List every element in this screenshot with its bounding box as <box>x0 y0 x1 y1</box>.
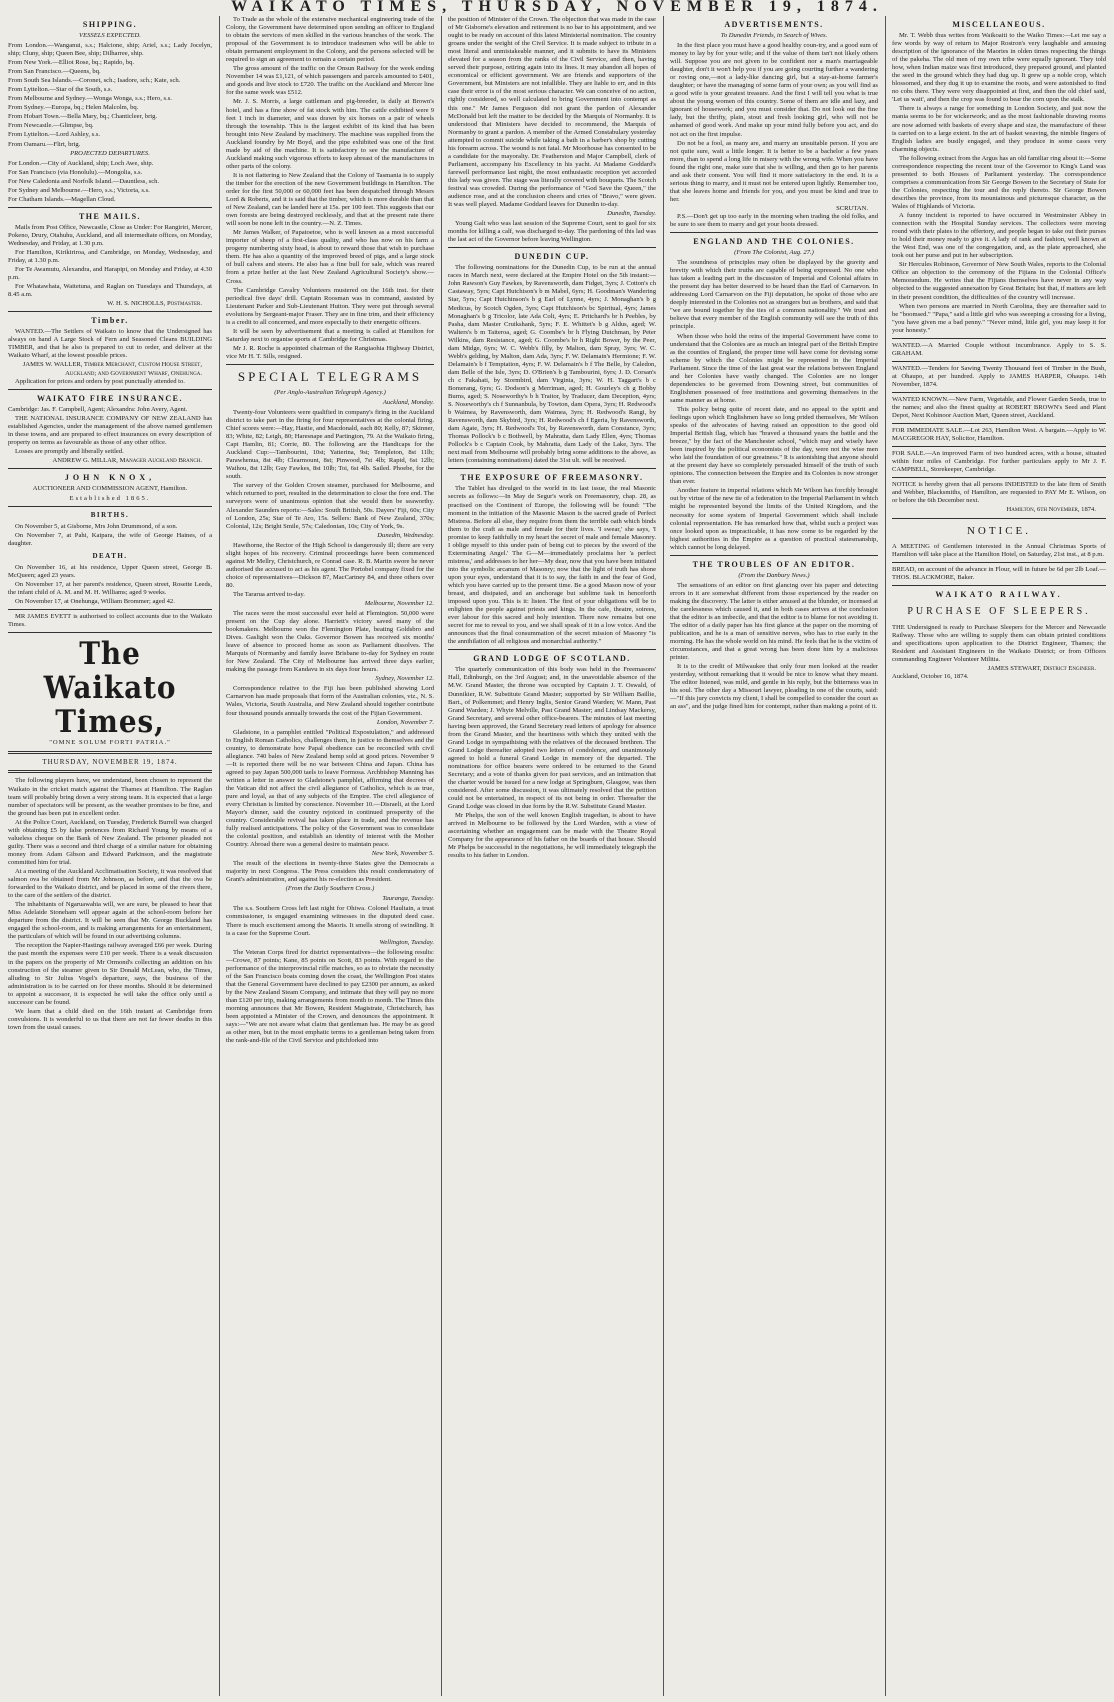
editor-troubles-heading: THE TROUBLES OF AN EDITOR. <box>692 559 856 569</box>
paragraph: Mr. J. S. Morris, a large cattleman and pig-breeder, is daily at Brown's hotel, and has a fine show of fat stock with him. The cattle exhibited were 9 feet 1 inch in diameter, and was drawn by six horses on a pair of wheels through the township. This is the largest exhibit of its kind that has been brought into New Zealand by machinery. The machine was supplied from the Auckland foundry by Mr Boyd, and the pipe exhibited was one of the first made by aid of the machine. It is satisfactory to see the manufacture of Auckland making such vigorous efforts to keep abreast of the manufactures in other parts of the colony. <box>226 98 434 170</box>
dateline: Melbourne, November 12. <box>364 600 434 607</box>
divider <box>448 468 656 469</box>
dateline: London, November 7. <box>376 718 434 726</box>
column-5 <box>892 16 1106 1696</box>
paragraph: To Trade as the whole of the extensive mechanical engineering trade of the Colony, the Government have determined upon sending an officer to England to obtain the services of men skilled in the various branches of the work. The proposal of the Government is to introduce tradesmen who will be able to obtain permanent employment in the Colony, and the persons selected will be required to sign an agreement to remain a certain period. <box>226 16 434 64</box>
divider <box>892 585 1106 586</box>
list-item: From South Sea Islands.—Coronet, sch.; Isadore, sch.; Kate, sch. <box>8 77 181 85</box>
paragraph: The result of the elections in twenty-three States give the Democrats a majority in next Congress. The Press considers this result condemnatory of Grant's administration, and against his re-election as President. <box>226 860 434 884</box>
divider <box>8 389 212 390</box>
paragraph: Mr Phelps, the son of the well known English tragedian, is about to have arrived in Melbourne to be followed by the Lord Warden, with a view of ascertaining whether an engagement can be made with the Theatre Royal Company for the appearance of his father on the boards of that house. Should Mr Phelps be successful in the negotiations, he will immediately telegraph the results to his father in London. <box>448 812 656 860</box>
paragraph: THE NATIONAL INSURANCE COMPANY OF NEW ZEALAND has established Agencies, under the management of the above named gentlemen in these towns, and are prepared to effect insurances on every description of property on terms as favourable as those of any other office. <box>8 414 212 446</box>
divider <box>892 423 1106 424</box>
paragraph: The Tararua arrived to-day. <box>233 590 305 598</box>
paragraph: We learn that a child died on the 16th instant at Cambridge from convulsions. It is wonderful to us that there are not far fewer deaths in this town from the usual causes. <box>8 1007 212 1031</box>
paragraph: When two persons are married in North Carolina, they are thereafter said to be "boomsed." "Papa," said a little girl who was sweeping a crossing for a living, "you have given me a bad penny." "Never mind, little girl, you may keep it for your honesty." <box>892 302 1106 334</box>
classified-ad: WANTED KNOWN.—New Farm, Vegetable, and Flower Garden Seeds, true to the names; and also the finest quality at ROBERT BROWN's Seed and Plant Depot, Next Kohinoor Auction Mart, Queen street, Auckland. <box>892 395 1106 420</box>
list-item: For Sydney and Melbourne.—Hero, s.s.; Victoria, s.s. <box>8 186 150 194</box>
list-item: On November 17, at her parent's residence, Queen street, Rosette Leeds, the infant child of A. M. and M. H. Williams; aged 9 weeks. <box>8 581 212 597</box>
list-item: On November 5, at Gisborne, Mrs John Drummond, of a son. <box>15 522 178 530</box>
paragraph: P.S.—Don't get up too early in the morning when trading the old folks, and be sure to see them to marry and get your boots dressed. <box>670 212 878 229</box>
paragraph: The Cambridge Cavalry Volunteers mustered on the 16th inst. for their periodical five days' drill. Captain Roosman was in command, assisted by Lieutenant Parker and Sub-Lieutenant Hutton. They were put through several evolutions by Sergeant-major Fraser. They are in fine trim, and their efficiency is a credit to all concerned, and more especially to their energetic officers. <box>226 286 434 326</box>
paragraph: The reception the Napier-Hastings railway averaged £66 per week. During the past month the expenses were £10 per week. There is a weak discussion in the papers on the property of Mr Ormond's collecting an addition on his construction of the steamer given to Sir Donald McLean, who, the Times, alluding to Sir Julius Vogel's departure, says, the business of the administration is to be carried on for three months. Should it be determined to appoint a successor, it is expected he will take the office only until a successor can be found. <box>8 942 212 1006</box>
knox-established: Established 1865. <box>69 494 151 502</box>
divider <box>8 311 212 312</box>
paragraph: The sensations of an editor on first glancing over his paper and detecting errors in it are somewhat different from those experienced by the reader on making the discovery. The latter is either amused at the blunder, or incensed at the carelessness which caused it, and in both cases arrives at the conclusion that the editor is an imbecile, and that the editor is to blame for not avoiding it. The editor of a daily paper has his first glance at the paper on the morning of publication, and he is a man of sensitive nerves, who has to rise early in the morning. He has the whole world on his mind. He feels that he is the victim of circumstances, and that a great wrong has been done him by a malicious printer. <box>670 581 878 662</box>
paragraph: A funny incident is reported to have occurred in Westminster Abbey in connection with the Hospital Sunday services. The collectors were moving round with their plates to the offertory, and people began to take out their purses to hold their money ready to give it. A lady of rank and fashion, well known at the West End, was one of the congregation, and, as the plate approached, she took out her purse and put in her subscription. <box>892 212 1106 260</box>
classified-ad: THE Undersigned is ready to Purchase Sleepers for the Mercer and Newcastle Railway. Those who are willing to supply them can obtain printed conditions and specifications upon application to the District Engineer, Thames; the Resident and Assistant Engineers in the Waikato District; or from Officers commanding Engineer Volunteer Militia. <box>892 623 1106 663</box>
classified-ad: FOR SALE.—An improved Farm of two hundred acres, with a house, situated within four miles of Cambridge. For further particulars apply to Mr J. F. CAMPBELL, Storekeeper, Cambridge. <box>892 450 1106 474</box>
editor-troubles-source: (From the Danbury News.) <box>738 571 810 579</box>
dunedin-cup-heading: DUNEDIN CUP. <box>514 252 590 262</box>
divider <box>892 446 1106 447</box>
paragraph: The s.s. Southern Cross left last night for Ohiwa. Colonel Haultain, a trust commissioner, is engaged examining witnesses in the disputed deed case. There is much excitement among the Maoris. It smells strong of swindling. It is a case for the Supreme Court. <box>226 905 434 937</box>
dateline: Dunedin, Tuesday. <box>607 210 656 218</box>
divider <box>892 518 1106 519</box>
running-header: WAIKATO TIMES, THURSDAY, NOVEMBER 19, 1874. <box>231 0 883 15</box>
list-item: For Chatham Islands.—Magellan Cloud. <box>8 195 116 203</box>
divider <box>8 770 212 773</box>
england-colonies-source: (From The Colonist, Aug. 27.) <box>734 249 814 257</box>
births-heading: BIRTHS. <box>90 510 130 519</box>
projected-departures-heading: PROJECTED DEPARTURES. <box>70 149 150 157</box>
issue-date: THURSDAY, NOVEMBER 19, 1874. <box>42 758 178 767</box>
paragraph: Mr. T. Webb thus writes from Waikoaiti to the Waiko Times:—Let me say a few words by way of return to Major Rostron's very laughable and amusing description of the ignorance of the Maories in olden times respecting the things of the pakeha. The old men of my own tribe were equally ignorant. They told how, when Indian maize was first introduced, they prepared ground, and planted the seed in the ground which they had dug up. It grew up a noble crop, which blossomed, and they dug it up to examine the roots, and were astonished to find no cobs there. They were very disappointed at first, and then the old chief said, 'Let us wait', and then the crop was found to bear the corn upon the stalk. <box>892 32 1106 104</box>
column-2 <box>226 16 434 1696</box>
paragraph: There is always a range for something in London Society, and just now the mania seems to be for wickerwork; and as the most fashionable drawing rooms are now adorned with baskets of every shape and size, the manufacture of these is carried on to a large extent. In the art of basket weaving, the nimble fingers of English ladies are busily engaged, and they produce in some cases very charming objects. <box>892 105 1106 153</box>
grand-lodge-heading: GRAND LODGE OF SCOTLAND. <box>473 654 631 664</box>
divider <box>448 247 656 248</box>
divider <box>226 364 434 365</box>
divider <box>892 562 1106 563</box>
divider <box>670 232 878 233</box>
paragraph: Losses are promptly and liberally settled. <box>15 447 124 455</box>
paragraph: For Hamilton, Kirikiriroa, and Cambridge, on Monday, Wednesday, and Friday, at 1.30 p.m. <box>8 248 212 264</box>
divider <box>448 649 656 650</box>
divider <box>8 207 212 208</box>
signature: ANDREW G. MILLAR, Manager Auckland Branch. <box>52 456 202 464</box>
paragraph: It will be seen by advertisement that a meeting is called at Hamilton for Saturday next to organise sports at Cambridge for Christmas. <box>226 327 434 343</box>
knox-body: AUCTIONEER AND COMMISSION AGENT, Hamilton. <box>32 484 188 492</box>
signature: W. H. S. NICHOLLS, Postmaster. <box>107 300 202 308</box>
mails-heading: THE MAILS. <box>78 211 142 221</box>
source-heading: (From the Daily Southern Cross.) <box>285 885 375 893</box>
list-item: From San Francisco.—Queens, bq. <box>8 68 101 76</box>
advertisements-heading: ADVERTISEMENTS. <box>724 20 824 29</box>
paragraph: WANTED.—The Settlers of Waikato to know that the Undersigned has always on hand A Large Stock of Fern and Seasoned Cleans BUILDING TIMBER, and that he also is prepared to cut to order, and deliver at the Waikato Wharf, at the lowest possible prices. <box>8 328 212 360</box>
divider <box>892 361 1106 362</box>
advertisements-subheading: To Dunedin Friends, in Search of Wives. <box>720 32 828 39</box>
list-item: From Melbourne and Sydney.—Wonga Wonga, s.s.; Hero, s.s. <box>8 95 172 103</box>
signature: JAMES STEWART, District Engineer. <box>987 664 1096 672</box>
paragraph: The following players have, we understand, been chosen to represent the Waikato in the cricket match against the Thames at Hamilton. The Raglan team will probably bring down a very strong team. It is expected that a large number of spectators will be present, as the weather promises to be fine, and the ground has been put in excellent order. <box>8 777 212 817</box>
notice-heading: NOTICE. <box>966 524 1032 537</box>
paragraph: The survey of the Golden Crown steamer, purchased for Melbourne, and which returned to port, resulted in the determination to close the fore end. The surveyors were of unanimous opinion that she would then be seaworthy. Alexander Saunders reports:—Sales: South British, 50s. Dayers' Fiji, 60s; City of London, 25s; Star of Te Aro, 15s. Sellers: Bank of New Zealand, 370s; Colonial, 12s; Bright Smile, 57s; Caledonian, 10s; City of York, 9s. <box>226 482 434 530</box>
divider <box>670 555 878 556</box>
railway-heading: WAIKATO RAILWAY. <box>935 589 1063 599</box>
paragraph: Sir Hercules Robinson, Governor of New South Wales, reports to the Colonial Office an objection to the ceremony of the Fijians in the Colonial Office's Memorandum. He writes that the Fijians themselves have never in any way objected to the suggested annexation by Great Britain; but that, if matters are left in their present condition, the difficulties of the country will increase. <box>892 261 1106 301</box>
classified-ad: NOTICE is hereby given that all persons INDEBTED to the late firm of Smith and Webber, Blacksmiths, of Hamilton, are requested to PAY Mr E. Wilson, on or before the 6th December next. <box>892 481 1106 505</box>
paragraph: The Tablet has divulged to the world in its last issue, the real Masonic secrets as follows:—In May de Segur's work on Freemasonry, chap. 28, as practised on the Continent of Europe, the following will be found: "The moment in the initiation of the Masonic Mason is the sacred grade of Perfect Mistress. Before all else, they require from them the terrible oath which binds them to the craft as male and female for their lives. 'I swear,' she says, 'I promise to keep faithfully in my heart the secret of male and female Masonry. I oblige myself to this under pain of being cut to pieces by the sword of the Exterminating Angel.' The G—M—immediately proclaims her 'a perfect mistress,' and addresses to her her—My dear, now that you have been initiated into the symbolic arcanum of Masonry; now that the light of truth has shone upon your eyes, understand that it is to say, the faith in and the fear of God, which you have carried up to the present time. Be a good Mason now of your breast, and disipated, and an anchorage but sublime task in henceforth imposed upon you. This is it: listen. The first of your obligations will be to enlighten the people against priests and kings. In the cafe, theatre, soirees, ever labour for this sacred and holy intention. There now remains but one secret for me to reveal to you, and we shall speak of it in a low voice. And the announces that the final consummation of the secret mission of Masonry "is the annihilation of all religious and monarchial authority." <box>448 485 656 646</box>
paragraph: This policy being quite of recent date, and no appeal to the spirit and feelings upon which Englishmen have so long prided themselves, Mr Wilson speaks of the advocates of having raised an opposition to the good old Imperial British flag, which has "braved a thousand years the battle and the breeze," by the fact of the Manchester school, "which may and wisely have been inspired by the political economists of the day, were not the wise men who laid the foundation of our greatness." It is astonishing that anyone should at the present day have so completely persuaded himself of the truth of such opinions. The connection between the Empire and its Colonies is now stronger than ever. <box>670 405 878 486</box>
classified-ad: A MEETING of Gentlemen interested in the Annual Christmas Sports of Hamilton will take place at the Hamilton Hotel, on Saturday, 21st inst., at 8 p.m. <box>892 542 1106 558</box>
divider <box>8 468 212 469</box>
notice-date: Hamilton, 6th November, 1874. <box>1006 506 1096 514</box>
paragraph: Application for prices and orders by post punctually attended to. <box>15 377 185 385</box>
paragraph: For Whatawhata, Waitetuna, and Raglan on Tuesdays and Thursdays, at 8.45 a.m. <box>8 283 212 299</box>
knox-heading: JOHN KNOX, <box>64 472 156 482</box>
divider <box>8 609 212 610</box>
paragraph: Mr J. R. Roche is appointed chairman of the Rangiaohia Highway District, vice Mr H. T. Sills, resigned. <box>226 344 434 360</box>
classified-ad: WANTED.—Tenders for Sawing Twenty Thousand feet of Timber in the Bush, at Ohaupo, at per hundred. Apply to JAMES HARPER, Ohaupo. 14th November, 1874. <box>892 364 1106 388</box>
list-item: From Lyttelton.—Lord Ashley, s.s. <box>8 131 101 139</box>
classified-ad: WANTED.—A Married Couple without incumbrance. Apply to S. S. GRAHAM. <box>892 341 1106 357</box>
paragraph: The soundness of principles may often be displayed by the gravity and brevity with which their truths are capable of being expressed. No one who has taken a leading part in the discussion of Imperial and Colonial affairs in the present day has better deserved to be heard than the Earl of Carnarvon. In addressing Lord Carnarvon on the Fiji deputation, he spoke of those who are deeply interested in the Colonies not as strangers but as brothers, and said that "we are bound together by the ties of a common nationality." We trust and believe that every member of the English community will see the truth of this principle. <box>670 259 878 331</box>
list-item: From Sydney.—Europa, bq.; Helen Malcolm, bq. <box>8 104 139 112</box>
paragraph: The inhabitants of Ngaruawahia will, we are sure, be pleased to hear that Miss Adelaide Stoneham will appear again at the school-room before her departure from the district. It will be seen that Mr. George Buckland has engaged the school-room, and is making arrangements for an entertainment, the particulars of which will be found in our advertising columns. <box>8 901 212 941</box>
paragraph: The quarterly communication of this body was held in the Freemasons' Hall, Edinburgh, on the 3rd August; and, in the unavoidable absence of the M.W. Grand Master, the throne was occupied by Captain J. T. Oswald, of Dunnikier, R.W. Substitute Grand Master; supported by Sir William Baillie, Bart., of Polkemmet; and Henry Inglis, Senior Grand Warden; W. Mann, Past Grand Warden; J. Whyte Melville, Past Grand Master; and Lindsay Mackersy, Grand Secretary, and several other office-bearers. The minutes of last meeting having been approved, the Grand Secretary read letters of apology for absence from the Grand Master, and the heartiness with which they united with the Grand Lodge in sympathising with the relatives of the deceased brethren. The Grand Lodge thereafter adopted two letters of condolence, and unanimously agreed to hold a funeral Grand Lodge in memory of the departed. The nominations for office bearers were ordered to be returned to the Grand Secretary; and a vote of thanks given for past services, and an intimation that the charter would be issued for a new lodge at Springburn, Glasgow, was then considered. After some discussion, it was ultimately resolved that the petition could not be entertained, in respect of its not being in order. Thereafter the Grand Lodge was closed in due form by the R.W. Substitute Grand Master. <box>448 666 656 811</box>
paragraph: Auckland, October 16, 1874. <box>892 673 969 680</box>
divider <box>892 477 1106 478</box>
column-4 <box>670 16 878 1696</box>
shipping-heading: SHIPPING. <box>82 20 138 29</box>
paragraph: Correspondence relative to the Fiji has been published showing Lord Carnarvon has made proposals that form of the Australian colonies, viz., N. S. Wales, Victoria, South Australia, and New Zealand should together contribute four thousand pounds annually towards the cost of the Fijian Government. <box>226 685 434 717</box>
paragraph: Gladstone, in a pamphlet entitled "Political Expostulation," and addressed to English Roman Catholics, challenges them, in justice to themselves and the country, to demonstrate how Papal obedience can be reconciled with civil allegiance. 740 bales of New Zealand hemp sold at good prices. November 9—It is reported there will be no war between China and Japan. China has agreed to pay Japan 500,000 taels to leave Formosa. Archbishop Manning has written a letter in answer to Gladstone's pamphlet, affirming that decrees of the Vatican did not affect the civil allegiance of Catholics, which is as true, pure and loyal, as that of any subjects of the Empire. The civil allegiance of every Christian is limited by conscience. November 10.—Disraeli, at the Lord Mayor's dinner, said the country rejoiced in continued prosperity of the country. Considerable revival has taken place in trade, and the revenue has fully realised anticipations. The policy of the Government was to consolidate the colonial position, and establish an identity of interest with the Mother Country. Abroad there was a general desire to maintain peace. <box>226 728 434 849</box>
list-item: From New York.—Elliot Rose, bq.; Rapido, bq. <box>8 59 135 67</box>
paragraph: At a meeting of the Auckland Acclimatisation Society, it was resolved that salmon ova be obtained from Mr Johnson, as before, and that the ova be forwarded to the Waikato district, and be placed in some of the rivers there, to the care of the settlers of the district. <box>8 868 212 900</box>
paragraph: Young Galt who was last session of the Supreme Court, sent to gaol for six months for killing a calf, was discharged to-day. The pardoning of this lad was the last act of the Governor before leaving Wellington. <box>448 220 656 244</box>
paragraph: Another feature in imperial relations which Mr Wilson has forcibly brought out by virtue of the new tie of a federation to the Imperial Parliament in which might be represented beyond the limits of the United Kingdom, and the necessity for some system of Imperial Government which shall include colonial representation. He has remarked how that, whilst such a project was once looked upon as impracticable, it has now come to be regarded by the highest authorities in the Empire as a question of practical statesmanship, which cannot be long delayed. <box>670 487 878 551</box>
divider <box>8 751 212 754</box>
vessels-expected-heading: VESSELS EXPECTED. <box>79 32 141 39</box>
list-item: On November 16, at his residence, Upper Queen street, George B. McQueen; aged 23 years. <box>8 564 212 580</box>
divider <box>892 338 1106 339</box>
list-item: From London.—Wanganui, s.s.; Halcione, ship; Ariel, s.s.; Lady Jocelyn, ship; Cluny, ship; Queen Bee, ship; Dilharree, ship. <box>8 42 212 58</box>
paragraph: the position of Minister of the Crown. The objection that was made in the case of Mr Gisborne's elevation and retirement is no bar to his appointment, and we ought to be ready on account of this latest Ministerial nomination. The country groans under the weight of the Civil Service. It is made subject to tribute in a most literal and unmistakeable manner, and it submits to have its Ministers elevated for a season from the ranks of the Civil Service, and then, having served their purpose, retiring again into its lines. It may abandon all hopes of economical or efficient government. We are friends and supporters of the Government, but Ministers are not infallible. They are liable to err, and in this case their error is of the most serious character. We can conceive of no action, rightly considered, so well calculated to bring Government into contempt as this one." Mr James Ferguson did not grant the pardon of Alexander McDonald but left the matter to be decided by the Marquis of Normanby. It is understood that Ministers have decided to recommend, the Marquis of Normanby to grant a pardon. A member of the Armed Constabulary yesterday attempted to commit suicide while taking a bath in a barber's shop by cutting his forearm across. The wound is not fatal. Mr Moorhouse has consented to be a candidate for the mayoralty. Dr. Featherston and Major Campbell, clerk of Parliament, accompany his Excellency in his yacht. At Madame Goddard's farewell performance last night, the most enthusiastic reception yet accorded this lady was given. The stage was literally covered with bouquets. The Scotch festival was crowded. During the performance of "God Save the Queen," the audience rose, and at the conclusion cheers and cries of "Bravo," were given. It was well played. Madame Goddard leaves for Dunedin to-day. <box>448 16 656 209</box>
paragraph: Cambridge: Jas. F. Campbell, Agent; Alexandra: John Avery, Agent. <box>8 405 188 413</box>
dateline: Auckland, Monday. <box>382 398 434 406</box>
column-rule <box>219 16 220 1696</box>
england-colonies-heading: ENGLAND AND THE COLONIES. <box>693 237 855 247</box>
divider <box>8 632 212 633</box>
divider <box>892 392 1106 393</box>
paragraph: Hawthorne, the Rector of the High School is dangerously ill; there are very slight hopes of his recovery. Criminal proceedings have been commenced against Mr Mellry, Christchurch, re Conrad case. R. B. Martin swore he never authorised the accused to act as his agent. The Portobel company fixed for the choice of representatives—Dickson 87, MacCartney 84, and three others over 80. <box>226 541 434 589</box>
freemasonry-heading: THE EXPOSURE OF FREEMASONRY. <box>460 473 644 483</box>
timber-heading: Timber. <box>91 316 129 326</box>
list-item: From Oamaru.—Flirt, brig. <box>8 140 81 148</box>
signature: SCRUTAN. <box>836 204 868 212</box>
paragraph: It is not flattering to New Zealand that the Colony of Tasmania is to supply the timber for the erection of the new Government buildings in Hamilton. The order for the first 50,000 or 60,000 feet has been despatched through Messrs Lord & Roberts, and it is said that the timber, which is more durable than that of New Zealand, can be landed here at 15s. per 100 feet. This suggests that our own forests are being destroyed recklessly, and that at the present rate there will soon be none left in the country.—N. Z. Times. <box>226 171 434 228</box>
dateline: Tauranga, Tuesday. <box>382 895 434 903</box>
dateline: Sydney, November 12. <box>375 675 434 683</box>
sleepers-heading: PURCHASE OF SLEEPERS. <box>907 605 1091 617</box>
paragraph: For Te Awamutu, Alexandra, and Harapipi, on Monday and Friday, at 4.30 p.m. <box>8 266 212 282</box>
list-item: From Hobart Town.—Bella Mary, bq.; Chanticleer, brig. <box>8 113 158 121</box>
column-rule <box>663 16 664 1696</box>
column-1 <box>8 16 212 1696</box>
paragraph: Mails from Post Office, Newcastle, Close as Under: For Rangiriri, Mercer, Pokeno, Drury, Otahuhu, Auckland, and all intermediate offices, on Monday, Wednesday, and Friday, at 1.30 p.m. <box>8 223 212 247</box>
miscellaneous-heading: MISCELLANEOUS. <box>952 20 1046 29</box>
classified-ad: FOR IMMEDIATE SALE.—Lot 263, Hamilton West. A bargain.—Apply to W. MACGREGOR HAY, Solicitor, Hamilton. <box>892 427 1106 443</box>
dateline: Dunedin, Wednesday. <box>377 531 434 539</box>
classified-ad: BREAD, on account of the advance in Flour, will in future be 6d per 2lb Loaf.—THOS. BLACKMORE, Baker. <box>892 565 1106 581</box>
list-item: From Newcastle.—Glimpse, bq. <box>8 122 94 130</box>
paragraph: Twenty-four Volunteers were qualified in company's firing in the Auckland district to take part in the firing for four representatives at the colonial firing. Chief scores were:—Hay, Hastie, and Macdonald, each 80; Kelly, 87; Skinner, 83; White, 82; Leigh, 80; Haresnape and Partington, 79. At the Waikato firing, Capt Hamlin, 81; Corrie, 80. The following are the Handicaps for the Auckland Cup:—Tambourini, 10st; Yatterina, 9st; Templeton, 8st 11lb; Parawhenua, 8st 4lb; Clearmount, 8st; Pinwood, 7st 4lb; Rapid, 6st 12lb; Waihou, 8st 12lb; Guy Fawkes, 8st 10lb; Toi, 6st 4lb. Sailed. Phoebe, for the south. <box>226 408 434 481</box>
list-item: On November 7, at Pahi, Kaipara, the wife of George Haines, of a daughter. <box>8 531 212 548</box>
telegrams-subheading: (Per Anglo-Australian Telegraph Agency.) <box>274 388 386 396</box>
signature: JAMES W. WALLER, Timber Merchant, Custom House Street, Auckland; and Government Wharf, Onehunga. <box>22 361 202 377</box>
paragraph: When those who hold the reins of the imperial Government have come to understand that the Colonies are as much an integral part of the British Empire as the counties of England, the proper time will have come for devising some scheme by which the Colonies might be represented in the Imperial Parliament. Since the time of the last great war the relations between England and her Colonies have vastly changed. The Colonies are no longer dependencies to be governed from Downing street, but communities of Englishmen possessed of free institutions and governing themselves in the same manner as at home. <box>670 332 878 404</box>
newspaper-motto: "OMNE SOLUM FORTI PATRIA." <box>49 739 171 747</box>
paragraph: MR JAMES EVETT is authorised to collect accounts due to the Waikato Times. <box>8 613 212 629</box>
dateline: New York, November 5. <box>371 850 434 858</box>
paragraph: The races were the most successful ever held at Flemington. 50,000 were present on the Cup day alone. Harriett's victory saved many of the bookmakers. Melbourne won the Flemington Plate, beating Goldsbro and Dives. Gaslight won the Oaks. Governor Bowen has received six months' leave of absence to proceed home as soon as Parliament dissolves. The Marquis of Normanby and family leave Brisbane to-day for Sydney en route for New Zealand. The City of Melbourne has arrived three days earlier, making the passage from Kandavu in six days four hours. <box>226 610 434 674</box>
paragraph: It is to the credit of Milwaukee that only four men looked at the reader yesterday, without remarking that it would be nice to know what they meant. The editor listened, was mild, and gentle in his reply, but the bitterness was in his soul. The other day a Missouri lawyer, pleading in one of the courts, said:—"If this jury convicts my client, I shall be compelled to consider the court as an ass", and the judge fined him for contempt, rather than making a point of it. <box>670 663 878 711</box>
paragraph: The following nominations for the Dunedin Cup, to be run at the annual races in March next, were declared at the Empire Hotel on the 5th instant:—John Rawson's Guy Fawkes, by Ravensworth, dam Fidget, 3yrs; J. Cotton's ch Castaway, 5yrs; Capt Hutchison's b m Mabel, 6yrs; H. Goodman's Wandering Star, 5yrs; Capt Hutchinson's b g Earl of Lynne, 4yrs; J. Monaghan's b g Medicus, by Scotch Ogden, 3yrs; Capt Hutchison's bc Spiritual, 4yrs; James Monaghan's b g Tricolor, late Ada Colt, 4yrs; E. Pritchard's br h Peebles, by Pasha, dam Master Cruikshank, 5yrs; F. E. Whittet's b g Aldus, aged; W. Walters's b m Taiteroa, aged; G. Coombe's br h Flying Dutchman, by Peter Wilkins, dam Resistance, aged; G. Coombe's br h Right Bower, by the Peer, dam Midge, 6yrs; W. C. Webb's filly, by Malton, dam Spray, 3yrs; W. C. Webb's gelding, by Malton, dam Ada, 3yrs; F. W. Delamain's Hermione; F. W. Delamain's b f Temptation, 4yrs; F. W. Delamain's b f The Belle, by Caledon, dam Belle of the Isle, 3yrs; D. O'Brien's b g Tambourini, 6yrs; J. D. Corsan's ch c Fakahati, by Stormbird, dam Virginia, 3yrs; W. H. Taggart's b c Bomerang, 6yrs; G. Dodson's g Merriman, aged; H. Gourley's ch g Bobby Burns, aged; S. Noseworthy's b h Traitor, by Traducer, dam Deception, 4yrs; S. Noseworthy's ch f Sunnanbula, by Towton, dam Opera, 3yrs; H. Redwood's b Waimea, by Ravensworth, dam Waimea, 3yrs; H. Redwood's Rangi, by Ravensworth, dam Skybird, 3yrs; H. Redwood's ch f Egeria, by Ravensworth, dam Agate, 3yrs; H. Redwood's Toi, by Ravensworth, dam Constance, 3yrs; Thomas Pollock's b c Bothwell, by Mahratta, dam Lady Ellen, 4yrs; Thomas Pollock's b c Captain Cook, by Mahratta, dam Lady of the Lake, 3yrs. The next mail from Melbourne will probably bring some additions to the above, as letters (containing nominations) dated the 31st ult. will be received. <box>448 264 656 465</box>
telegrams-heading: SPECIAL TELEGRAMS <box>237 368 423 384</box>
paragraph: Do not be a fool, as many are, and marry an unsuitable person. If you are not quite sure, wait a little longer. It is better to be a bachelor a few years more, than to spend a long life in misery with the wrong wife. When you have found the right one, make sure that she is willing, and then go to her parents and ask their consent. You will find it more satisfactory in the end. It is a serious thing to marry, and it must not be entered upon lightly. Remember too, that she leaves home and friends for you, and you must be kind and true to her. <box>670 139 878 203</box>
newspaper-title: The Waikato Times, <box>43 636 177 741</box>
dateline: Wellington, Tuesday. <box>379 938 434 946</box>
paragraph: At the Police Court, Auckland, on Tuesday, Frederick Burrell was charged with obtaining £5 by false pretences from Richard Young by means of a valueless cheque on the Bank of New Zealand. The prisoner pleaded not guilty. There was a second and third charge of a similar nature for obtaining money from Adam Gibson and Edward Parkinson, and the magistrate committed him for trial. <box>8 818 212 866</box>
paragraph: Mr James Walker, of Papatoetoe, who is well known as a most successful importer of sheep of a first-class quality, and who has now on his farm a progeny numbering sixty head, is about to reward those that wish to purchase them. He has also a quantity of the improved breed of pigs, and a large stock of bull calves and steers. He also has a fine bull for sale, which was reared from a prize heifer at the last New Zealand Agricultural Society's show.—Cross. <box>226 229 434 285</box>
list-item: For New Caledonia and Norfolk Island.—Dauntless, sch. <box>8 177 160 185</box>
list-item: On November 17, at Onehunga, William Brommer; aged 42. <box>15 598 175 606</box>
fire-insurance-heading: WAIKATO FIRE INSURANCE. <box>37 393 183 403</box>
death-heading: DEATH. <box>92 552 128 561</box>
list-item: For London.—City of Auckland, ship; Loch Awe, ship. <box>8 159 154 167</box>
column-rule <box>885 16 886 1696</box>
list-item: For San Francisco (via Honolulu).—Mongolia, s.s. <box>8 168 143 176</box>
paragraph: The Veteran Corps fired for district representatives—the following results:—Crowe, 87 points; Kane, 85 points on Scott, 83 points. With regard to the performance of the interprovincial rifle matches, so as to obviate the necessity of the San Francisco boats coming down the coast, the Wellington Post states that the General Government have declined to pay £2300 per annum, as asked by the New Zealand Steam Company, and intimate that they will pay no more than £120 per trip, making arrangements from month to month. The Times this morning announces that Mr Bowen, Resident Magistrate, Christchurch, has been appointed a Minister of the Crown, and denounces the appointment. It says:—"We are not aware what claim that gentleman has. He may be as good as other men, but in the most emphatic terms to a gentleman being taken from the rank-and-file of the Civil Service and pitchforked into <box>226 948 434 1045</box>
paragraph: The following extract from the Argus has an old familiar ring about it:—Some correspondence respecting the recent tour of the Governor to King's Land was presented to both Houses of Parliament yesterday. The correspondence comprises a communication from Sir George Bowen to the Secretary of State for the Colonies, respecting the tour and the reply thereto. Sir George Bowen describes the province, from its mountainous and picturesque character, as the Wales of Highlands of Victoria. <box>892 154 1106 210</box>
paragraph: The gross amount of the traffic on the Onsun Railway for the week ending November 14 was £1,121, of which passengers and parcels amounted to £401, and goods and live stock to £720. The traffic on the Auckland and Mercer line for the same week was £512. <box>226 65 434 97</box>
column-rule <box>441 16 442 1696</box>
list-item: From Lyttelton.—Star of the South, s.s. <box>8 86 113 94</box>
divider <box>8 506 212 507</box>
column-3 <box>448 16 656 1696</box>
paragraph: In the first place you must have a good healthy coun-try, and a good sum of money to lay by for your wife; and if the value of them isn't not likely others will. Suppose you are not given to be confident nor a man's marriageable daughter, don't it won't help you if you are going courting further a wandering or roving one,—not a lady-like dancing girl, but a stay-at-home farmer's daughter; or have the managing of some farm of your own; as you will find as a good wife is your greatest treasure. And the first I will tell you what is true about the young women of this country. Some of them are idle and lazy, and ignorant of housework; and you must consider that. Do not look out the fine lady, but the thrifty, plain, stout and fresh looking girl, who will not be ashamed of good work. And make up your mind fully before you act, and do not act on the first impulse. <box>670 42 878 138</box>
